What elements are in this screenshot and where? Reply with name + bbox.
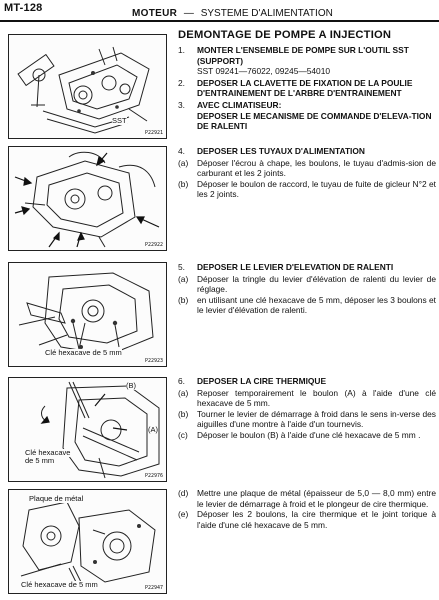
page-header (0, 0, 439, 22)
substep-letter: (a) (178, 273, 189, 284)
page-title: DEMONTAGE DE POMPE A INJECTION (178, 29, 392, 41)
substep-letter: (e) (178, 509, 189, 520)
section-step-6-continued (178, 488, 436, 530)
step-heading: DEPOSER LA CLAVETTE DE FIXATION DE LA POULIE D'ENTRAINEMENT DE L'ARBRE D'ENTRAINEMENT (197, 77, 413, 99)
thermo-wax-illustration (9, 378, 166, 481)
step-number: 5. (178, 262, 185, 272)
step-3 (178, 100, 436, 132)
step-number: 6. (178, 376, 185, 386)
figure-id: P22922 (144, 242, 163, 248)
step-heading: DEPOSER LE LEVIER D'ELEVATION DE RALENTI (197, 262, 394, 272)
substep-d (178, 488, 436, 509)
substep-b (178, 179, 436, 200)
metal-plate-callout: Plaque de métal (29, 494, 84, 503)
substep-text: Tourner le levier de démarrage à froid dans le sens in-verse des aiguilles d'une montre à l'aide d'un tournevis. (197, 408, 436, 430)
section-step-4 (178, 146, 436, 200)
figure-id: P22947 (144, 585, 163, 591)
figure-id: P22976 (144, 473, 163, 479)
substep-letter: (b) (178, 408, 189, 419)
sst-part-numbers: SST 09241—76022, 09245—54010 (197, 66, 331, 77)
section-step-6 (178, 376, 436, 441)
substep-letter: (a) (178, 387, 189, 398)
substep-text: Déposer les 2 boulons, la cire thermique et le joint torique à l'aide d'une clé hexacave de 5 mm. (197, 509, 436, 530)
step-condition: AVEC CLIMATISEUR: (197, 99, 282, 110)
step-heading: DEPOSER LE MECANISME DE COMMANDE D'ELEVA-TION DE RALENTI (197, 110, 432, 132)
subsection-name: SYSTEME D'ALIMENTATION (200, 8, 333, 19)
step-4 (178, 146, 436, 157)
step-1 (178, 45, 436, 77)
figure-thermo-wax (8, 377, 167, 482)
substep-text: Déposer le boulon de raccord, le tuyau de fuite de gicleur N°2 et les 2 joints. (197, 178, 436, 200)
header-rule (0, 20, 439, 22)
section-name: MOTEUR (132, 8, 178, 19)
substep-b (178, 409, 436, 430)
step-number: 2. (178, 77, 185, 88)
section-steps-1-3 (178, 45, 436, 133)
callout-b: (B) (126, 381, 136, 390)
hex-key-callout: Clé hexacave de 5 mm (21, 580, 98, 589)
substep-letter: (b) (178, 294, 189, 305)
substep-e (178, 509, 436, 530)
running-title (132, 8, 333, 19)
figure-metal-plate (8, 489, 167, 594)
substep-text: Déposer l'écrou à chape, les boulons, le tuyau d'admis-sion de carburant et les 2 joints. (197, 157, 436, 179)
hex-key-callout-line1: Clé hexacave (25, 448, 71, 457)
figure-id: P22923 (144, 358, 163, 364)
step-number: 3. (178, 99, 185, 110)
step-6 (178, 376, 436, 387)
step-heading: DEPOSER LA CIRE THERMIQUE (197, 376, 327, 386)
substep-a (178, 158, 436, 179)
figure-pump-on-sst (8, 34, 167, 139)
title-dash: — (183, 8, 194, 19)
substep-letter: (d) (178, 488, 189, 498)
pump-on-stand-illustration (9, 35, 166, 138)
substep-text: Déposer le boulon (B) à l'aide d'une clé hexacave de 5 mm . (197, 429, 421, 440)
substep-b (178, 295, 436, 316)
substep-letter: (a) (178, 157, 189, 168)
step-number: 1. (178, 45, 185, 55)
step-2 (178, 78, 436, 99)
figure-fuel-pipes (8, 146, 167, 251)
section-step-5 (178, 262, 436, 316)
substep-c (178, 430, 436, 441)
substep-letter: (b) (178, 178, 189, 189)
step-heading: MONTER L'ENSEMBLE DE POMPE SUR L'OUTIL SST (SUPPORT) (197, 45, 409, 66)
sst-callout: SST (112, 116, 127, 125)
metal-plate-illustration (9, 490, 166, 593)
substep-text: Mettre une plaque de métal (épaisseur de 5,0 — 8,0 mm) entre le levier de démarrage à froid et le plongeur de cire thermique. (197, 488, 436, 509)
step-number: 4. (178, 146, 185, 156)
substep-a (178, 388, 436, 409)
substep-text: en utilisant une clé hexacave de 5 mm, déposer les 3 boulons et le levier d'élévation de ralenti. (197, 294, 436, 316)
substep-text: Reposer temporairement le boulon (A) à l'aide d'une clé hexacave de 5 mm. (197, 387, 436, 409)
figure-idle-lever (8, 262, 167, 367)
step-5 (178, 262, 436, 273)
step-heading: DEPOSER LES TUYAUX D'ALIMENTATION (197, 146, 365, 156)
substep-letter: (c) (178, 429, 188, 440)
substep-text: Déposer la tringle du levier d'élévation de ralenti du levier de réglage. (197, 273, 436, 295)
callout-a: (A) (148, 425, 158, 434)
fuel-pipes-illustration (9, 147, 166, 250)
page-number: MT-128 (4, 2, 43, 14)
hex-key-callout-line2: de 5 mm (25, 456, 55, 465)
hex-key-callout: Clé hexacave de 5 mm (45, 348, 122, 357)
substep-a (178, 274, 436, 295)
figure-id: P22921 (144, 130, 163, 136)
